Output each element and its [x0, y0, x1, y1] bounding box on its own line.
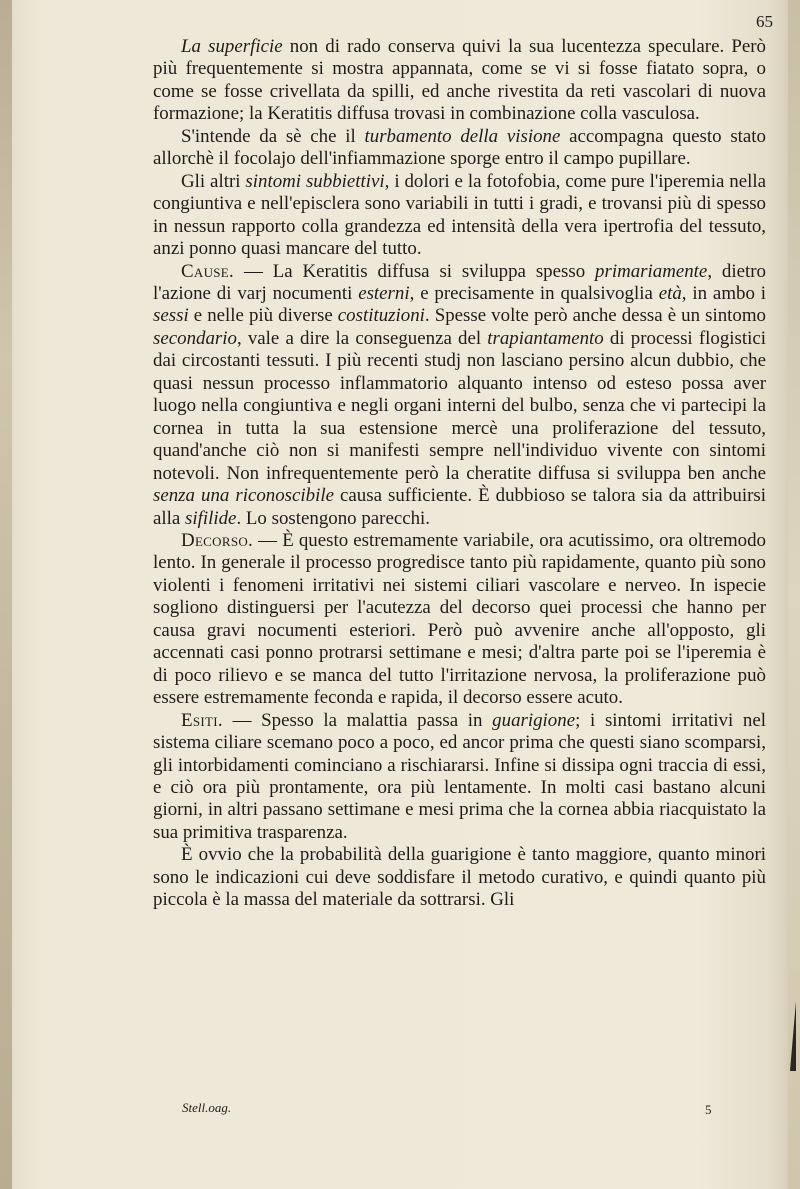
binding-edge: [0, 0, 12, 1189]
text-run: , dietro l'azione di varj nocumenti: [153, 260, 766, 304]
italic-text: età: [658, 282, 682, 304]
text-run: . Lo sostengono parecchi.: [236, 507, 431, 529]
printer-signature: Stell.oag.: [182, 1100, 232, 1115]
italic-text: primariamente: [595, 260, 708, 282]
text-run: È ovvio che la probabilità della guarigione è tanto maggiore, quanto minori sono le indicazioni cui deve soddisfare il metodo curativo, e quindi quanto più piccola è la massa del materiale da sottrarsi. Gli: [153, 844, 766, 911]
text-run: , vale a dire la conseguenza del: [236, 327, 488, 349]
italic-text: senza una riconoscibile: [153, 485, 334, 507]
paragraph: [153, 710, 766, 845]
page-right-edge: [788, 0, 800, 1189]
italic-text: secondario: [153, 327, 237, 349]
text-run: , e precisamente in qualsivoglia: [409, 282, 659, 304]
text-run: accompagna questo stato allorchè il focolajo dell'infiammazione sporge entro il campo pupillare.: [153, 125, 766, 170]
italic-text: trapiantamento: [487, 327, 604, 349]
paragraph: [153, 126, 766, 171]
sheet-number: 5: [705, 1102, 712, 1117]
text-run: — È questo estremamente variabile, ora acutissimo, ora oltremodo lento. In generale il processo progredisce tanto più rapidamente, quanto più sono violenti i fenomeni irritativi nei sistemi ciliari vascolare e nerveo. In ispecie sogliono distinguersi per l'acutezza del decorso quei processi che hanno per causa gravi nocumenti esteriori. Però può avvenire anche all'opposto, gli accennati casi ponno protrarsi settimane e mesi; d'altra parte poi se l'iperemia è di poco rilievo e se manca del tutto l'irritazione nervosa, la proliferazione può essere estremamente feconda e rapida, il decorso essere acuto.: [153, 529, 766, 709]
text-run: — Spesso la malattia passa in: [222, 709, 493, 731]
italic-text: costituzioni: [337, 305, 425, 327]
paragraph: [153, 530, 766, 710]
page-number: 65: [756, 12, 773, 31]
paragraph: [153, 261, 766, 530]
section-heading: Esiti.: [181, 709, 223, 731]
italic-text: La superficie: [181, 36, 283, 57]
text-run: , i dolori e la fotofobia, come pure l'iperemia nella congiuntiva e nell'episclera sono variabili in tutti i gradi, e trovansi più di spesso in nessun rapporto colla grandezza ed intensità della vera ipertrofia del tessuto, anzi ponno quasi mancare del tutto.: [153, 170, 766, 260]
paragraph: [153, 171, 766, 261]
text-run: S'intende da sè che il: [181, 125, 365, 147]
italic-text: sifilide: [185, 507, 237, 529]
italic-text: turbamento della visione: [364, 125, 561, 147]
text-run: di processi flogistici dai circostanti tessuti. I più recenti studj non lasciano persino alcun dubbio, che quasi nessun processo inflammatorio alquanto intenso od esteso possa aver luogo nella congiuntiva e negli organi interni del bulbo, senza che vi partecipi la cornea in tutta la sua estensione mercè una proliferazione del tessuto, quand'anche ciò non si manifesti sempre nell'individuo vivente con sintomi notevoli. Non infrequentemente però la cheratite diffusa si sviluppa ben anche: [153, 327, 766, 484]
text-run: causa sufficiente. È dubbioso se talora sia da attribuirsi alla: [153, 485, 766, 529]
italic-text: esterni: [358, 282, 410, 304]
section-heading: Cause.: [181, 260, 235, 282]
italic-text: guarigione: [492, 709, 576, 731]
paragraph: [153, 844, 766, 911]
paragraph: [153, 36, 766, 126]
text-run: , in ambo i: [681, 282, 767, 304]
text-run: non di rado conserva quivi la sua lucentezza speculare. Però più frequentemente si mostra appannata, come se vi si fosse fiatato sopra, o come se fosse crivellata da spilli, ed anche rivestita da reti vascolari di nuova formazione; la Keratitis diffusa trovasi in combinazione colla vasculosa.: [153, 36, 766, 125]
italic-text: sintomi subbiettivi: [245, 170, 385, 192]
section-heading: Decorso.: [181, 529, 254, 551]
text-run: ; i sintomi irritativi nel sistema ciliare scemano poco a poco, ed ancor prima che questi siano scomparsi, gli intorbidamenti cominciano a rischiararsi. Infine si dissipa ogni traccia di essi, e ciò ora più prontamente, ora più lentamente. In molti casi bastano alcuni giorni, in altri passano settimane e mesi prima che la cornea abbia riacquistato la sua primitiva trasparenza.: [153, 709, 766, 843]
text-run: e nelle più diverse: [188, 305, 338, 327]
body-text: [153, 36, 766, 912]
text-run: Gli altri: [181, 170, 246, 192]
text-run: . Spesse volte però anche dessa è un sintomo: [424, 305, 766, 327]
text-run: — La Keratitis diffusa si sviluppa spesso: [234, 260, 596, 282]
italic-text: sessi: [153, 305, 189, 327]
